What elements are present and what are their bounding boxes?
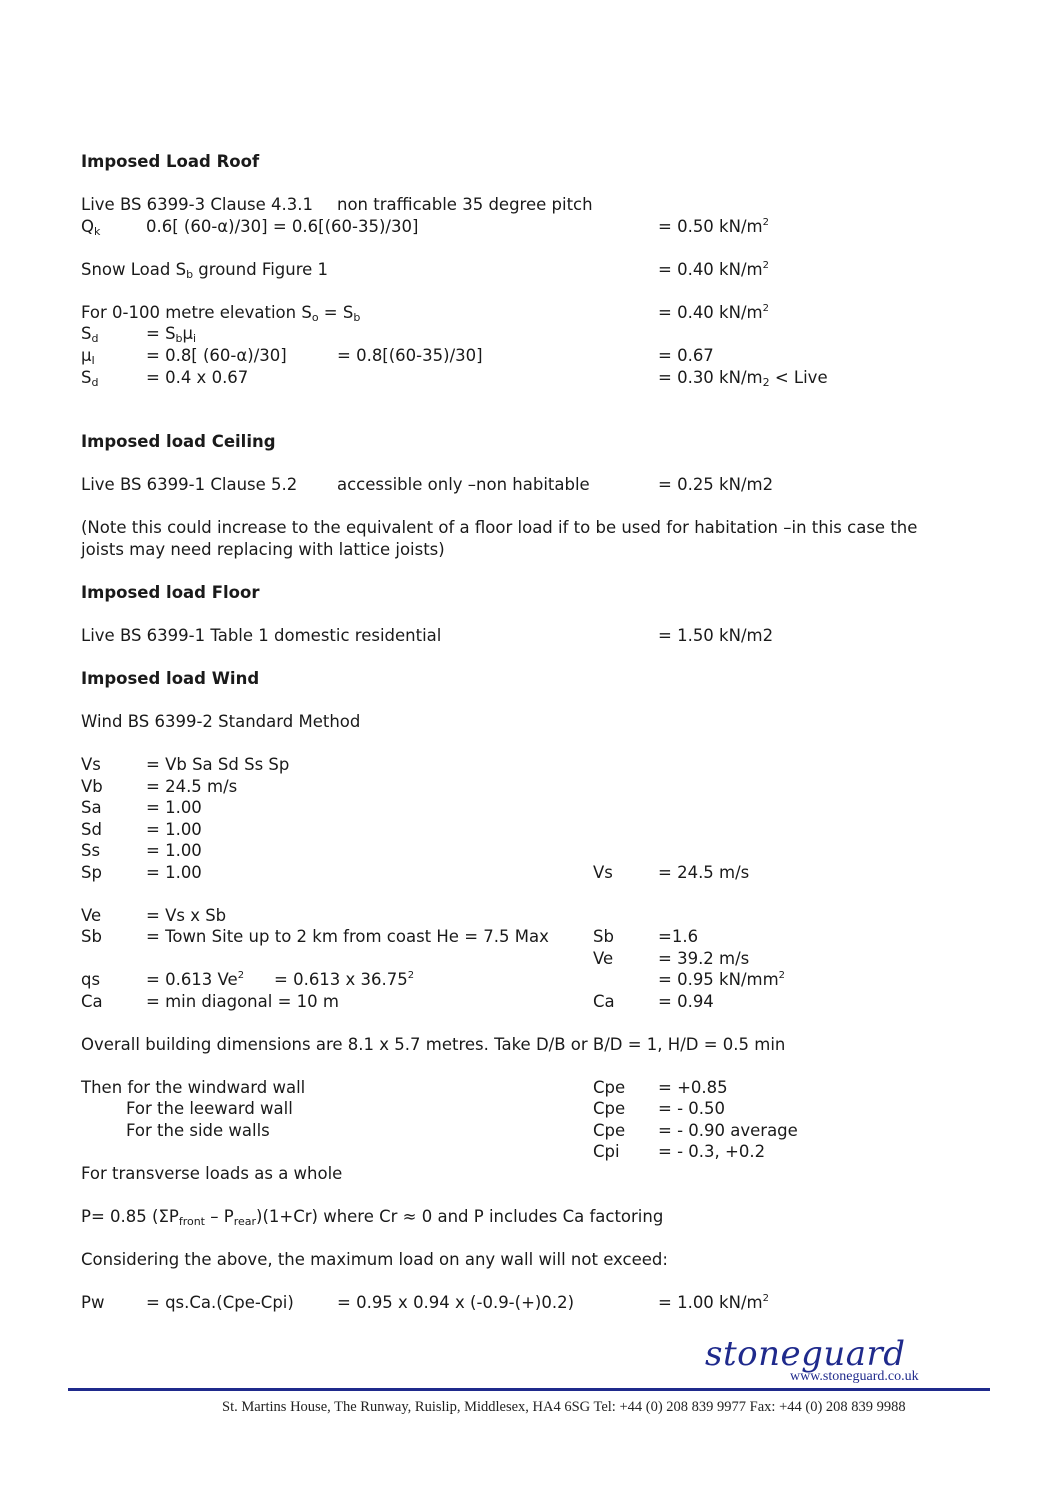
section-title-ceiling: Imposed load Ceiling (81, 432, 276, 451)
roof-snow-line: Snow Load $S_b$ ground Figure 1 = 0.40 $kN/m^2$ (81, 260, 769, 281)
wind-method: Wind BS 6399-2 Standard Method (81, 712, 361, 731)
wind-transverse: For transverse loads as a whole (81, 1164, 343, 1183)
wind-side-line: For the side walls Cpe = - 0.90 average (126, 1121, 798, 1140)
wind-ss-line: Ss = 1.00 (81, 841, 202, 860)
section-title-roof: Imposed Load Roof (81, 152, 260, 171)
wind-considering: Considering the above, the maximum load on any wall will not exceed: (81, 1250, 668, 1269)
section-title-floor: Imposed load Floor (81, 583, 260, 602)
wind-ve-line: Ve = Vs x Sb (81, 906, 227, 925)
roof-elevation-line: For 0-100 metre elevation $S_o = S_b$ = 0.40 $kN/m^2$ (81, 303, 769, 324)
wind-vb-line: Vb = 24.5 m/s (81, 777, 238, 796)
roof-mu-line: $\mu_I$ = 0.8[ (60-α)/30] = 0.8[(60-35)/30] = 0.67 (81, 346, 714, 367)
stoneguard-logo: stoneguard (705, 1334, 906, 1374)
wind-windward-line: Then for the windward wall Cpe = +0.85 (81, 1078, 728, 1097)
website-link[interactable]: www.stoneguard.co.uk (790, 1369, 919, 1384)
wind-ca-line: Ca = min diagonal = 10 m Ca = 0.94 (81, 992, 714, 1011)
wind-p-formula: P= 0.85 $(\Sigma P_{front} - P_{rear})(1+Cr)$ where Cr ≈ 0 and P includes Ca factoring (81, 1207, 664, 1228)
wind-qs-line: qs = 0.613 Ve$^2$ = 0.613 x 36.75$^2$ = 0.95 $kN/mm^2$ (81, 970, 786, 989)
wind-ve-result-line: Ve = 39.2 m/s (593, 949, 750, 968)
ceiling-note: (Note this could increase to the equivalent of a floor load if to be used for habitation –in this case the joists may need replacing with lattice joists) (81, 518, 918, 559)
roof-sd-line: $S_d$ = $S_b\mu_i$ (81, 324, 197, 345)
footer-address: St. Martins House, The Runway, Ruislip, Middlesex, HA4 6SG Tel: +44 (0) 208 839 9977 Fax: +44 (0) 208 839 9988 (222, 1399, 906, 1415)
wind-overall-dimensions: Overall building dimensions are 8.1 x 5.7 metres. Take D/B or B/D = 1, H/D = 0.5 min (81, 1035, 786, 1054)
wind-sp-line: Sp = 1.00 Vs = 24.5 m/s (81, 863, 750, 882)
wind-pw-line: Pw = qs.Ca.(Cpe-Cpi) = 0.95 x 0.94 x (-0.9-(+)0.2) = 1.00 $kN/m^2$ (81, 1293, 769, 1312)
section-title-wind: Imposed load Wind (81, 669, 260, 688)
wind-vs-line: Vs = Vb Sa Sd Ss Sp (81, 755, 290, 774)
roof-live-line: Live BS 6399-3 Clause 4.3.1 non trafficable 35 degree pitch (81, 195, 593, 214)
footer-divider (68, 1388, 990, 1391)
wind-leeward-line: For the leeward wall Cpe = - 0.50 (126, 1099, 726, 1118)
ceiling-live-line: Live BS 6399-1 Clause 5.2 accessible only –non habitable = 0.25 kN/m2 (81, 475, 774, 494)
wind-cpi-line: Cpi = - 0.3, +0.2 (593, 1142, 766, 1161)
floor-live-line: Live BS 6399-1 Table 1 domestic residential = 1.50 kN/m2 (81, 626, 774, 645)
wind-sd-line: Sd = 1.00 (81, 820, 202, 839)
wind-sb-line: Sb = Town Site up to 2 km from coast He = 7.5 Max Sb =1.6 (81, 927, 699, 946)
roof-qk-line: $Q_k$ 0.6[ (60-α)/30] = 0.6[(60-35)/30] = 0.50 $kN/m^2$ (81, 217, 769, 238)
wind-sa-line: Sa = 1.00 (81, 798, 202, 817)
roof-sd-result-line: $S_d$ = 0.4 x 0.67 = 0.30 $kN/m_2$ < Live (81, 368, 828, 389)
